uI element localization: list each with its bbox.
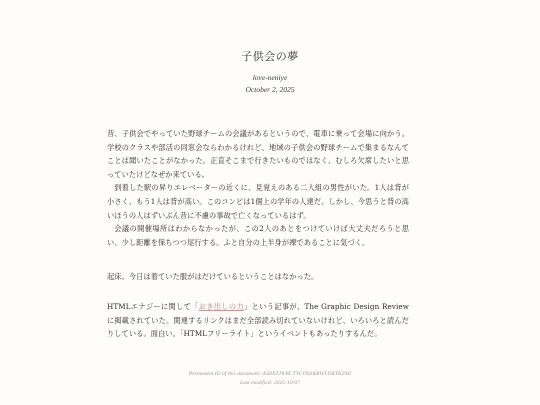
post-body	[107, 127, 409, 341]
post-author: love-neniye	[252, 73, 288, 82]
article-link[interactable]: おき出しの力	[198, 301, 245, 311]
paragraph-5-text-after: 」という記事が、The Graphic Design Review に掲載されていた。関連するリンクはまだ全部読み切れていないけれど、いろいろと読んだりしている。面白い。「HTMLフリーライト」というイベントもあったりするんだ。	[107, 301, 409, 339]
section-gap	[107, 284, 409, 300]
paragraph-3: 会議の開催場所はわからなかったが、この2人のあとをつけていけば大丈夫だろうと思い、少し距離を保ちつつ尾行する。ふと自分の上半身が裸であることに気づく。	[107, 224, 409, 247]
section-gap	[107, 249, 409, 270]
post-title: 子供会の夢	[241, 50, 299, 63]
paragraph-4: 起床。今日は着ていた服がはだけているということはなかった。	[107, 272, 319, 282]
paragraph-1: 昔、子供会でやっていた野球チームの会議があるというので、電車に乗って会場に向かう。学校のクラスや部活の同窓会ならわかるけれど、地域の子供会の野球チームで集まるなんてことは聞いたことがなかった。正直そこまで行きたいものではなく、むしろ欠席したいと思っていたけどなぜか来ている。	[107, 129, 409, 179]
post-date: October 2, 2025	[245, 85, 295, 94]
paragraph-5-text-before: HTMLエナジーに関して「	[107, 301, 199, 311]
page-footer	[0, 370, 540, 387]
paragraph-2: 到着した駅の昇りエレベーターの近くに、見覚えのある二人組の男性がいた。1人は背が小さく、もう1人は背が高い。このコンビは1個上の学年の人達だ。しかし、今思うと背の高いほうの人はずいぶん昔に不慮の事故で亡くなっているはず。	[107, 183, 409, 220]
last-modified: Last modified: 2025-10-07	[240, 379, 300, 386]
post-header	[0, 49, 540, 96]
paragraph-5	[107, 300, 409, 341]
permanent-id: Permanent ID of this document: 45HXTJWRCTYCOSSKBWYDRTK29D	[188, 371, 352, 377]
